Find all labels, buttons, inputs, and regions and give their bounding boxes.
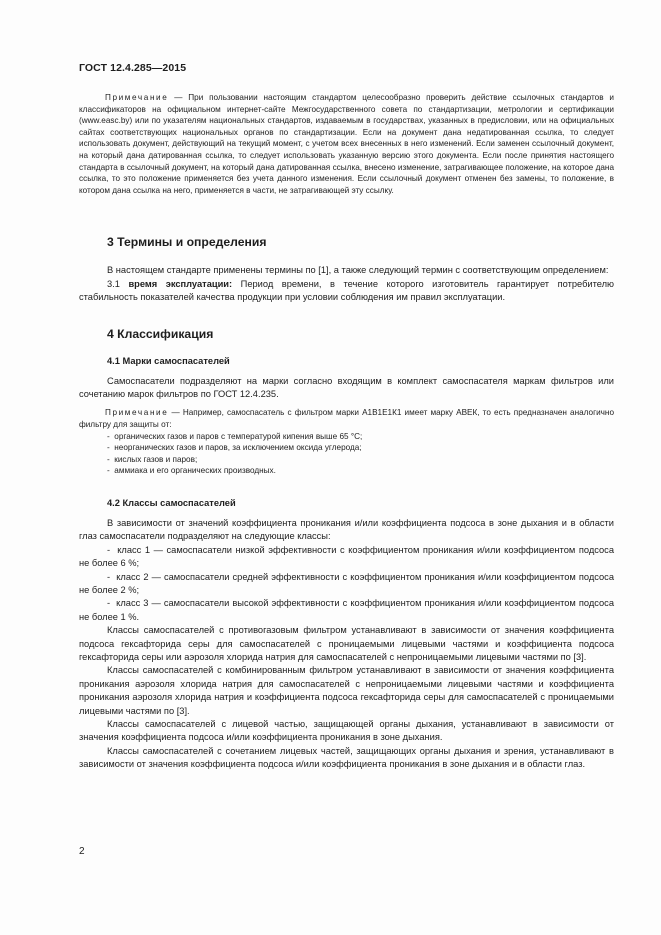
subnote-list bbox=[79, 431, 614, 477]
note-label: Примечание bbox=[105, 93, 169, 102]
note-paragraph bbox=[79, 92, 614, 196]
section-3-title: 3 Термины и определения bbox=[107, 235, 267, 250]
list-item: - неорганических газов и паров, за исключением оксида углерода; bbox=[107, 442, 614, 454]
class-item-text: класс 1 — самоспасатели низкой эффективности с коэффициентом проникания и/или коэффициентом подсоса не более 6 %; bbox=[79, 544, 615, 569]
term-name: время эксплуатации: bbox=[128, 278, 233, 289]
note-text: — При пользовании настоящим стандартом целесообразно проверить действие ссылочных стандартов и классификаторов на официальном интернет-сайте Межгосударственного совета по стандартизации, метрологии и сертификации (www.easc.by) или по указателям национальных стандартов, издаваемым в государствах, указанных в предисловии, или на официальных сайтах соответствующих национальных органов по стандартизации. Если на документ дана недатированная ссылка, то следует использовать документ, действующий на текущий момент, с учетом всех внесенных в него изменений. Если заменен ссылочный документ, на который дана датированная ссылка, то следует использовать указанную версию этого документа. Если после принятия настоящего стандарта в ссылочный документ, на который дана датированная ссылка, внесено изменение, затрагивающее положение, на которое дана ссылка, то это положение применяется без учета данного изменения. Если ссылочный документ отменен без замены, то положение, в котором дана ссылка на него, применяется в части, не затрагивающей эту ссылку. bbox=[79, 93, 614, 195]
subsection-4-2-title: 4.2 Классы самоспасателей bbox=[107, 497, 236, 508]
term-definition-text: Период времени, в течение которого изготовитель гарантирует потребителю стабильность показателей качества продукции при условии соблюдения им правил эксплуатации. bbox=[79, 278, 614, 303]
class-item: - класс 2 — самоспасатели средней эффективности с коэффициентом проникания и/или коэффициентом подсоса не более 2 %; bbox=[79, 571, 614, 595]
list-item: - аммиака и его органических производных. bbox=[107, 465, 614, 477]
subsection-4-1-paragraph: Самоспасатели подразделяют на марки согласно входящим в комплект самоспасателя маркам фильтров или сочетанию марок фильтров по ГОСТ 12.4.235. bbox=[79, 375, 614, 399]
subnote-text: — Например, самоспасатель с фильтром марки А1В1Е1К1 имеет марку АВЕК, то есть предназначен аналогично фильтру для защиты от: bbox=[79, 408, 614, 429]
list-item: - кислых газов и паров; bbox=[107, 454, 614, 466]
term-definition bbox=[79, 278, 614, 305]
subnote-first-line bbox=[79, 407, 614, 430]
subsection-4-2-paragraph-5: Классы самоспасателей с сочетанием лицевых частей, защищающих органы дыхания и зрения, устанавливают в зависимости от значения коэффициента подсоса и/или коэффициента проникания в зоне дыхания и в области глаз. bbox=[79, 745, 614, 770]
document-body bbox=[79, 85, 614, 772]
class-item: - класс 1 — самоспасатели низкой эффективности с коэффициентом проникания и/или коэффициентом подсоса не более 6 %; bbox=[79, 544, 615, 569]
subsection-4-2-paragraph-1: В зависимости от значений коэффициента проникания и/или коэффициента подсоса в зоне дыхания и в области глаз самоспасатели подразделяют на следующие классы: bbox=[79, 517, 614, 542]
subsection-4-1-note bbox=[79, 407, 614, 477]
class-item-text: класс 2 — самоспасатели средней эффективности с коэффициентом проникания и/или коэффициентом подсоса не более 2 %; bbox=[79, 571, 614, 595]
subsection-4-2-paragraph-3: Классы самоспасателей с комбинированным фильтром устанавливают в зависимости от значения коэффициента проникания аэрозоля хлорида натрия для самоспасателей с непроницаемыми лицевыми частями и коэффициента проникания аэрозоля хлорида натрия и коэффициента подсоса гексафторида серы для самоспасателей с проницаемыми лицевыми частями по [3]. bbox=[79, 665, 614, 716]
section-4-title: 4 Классификация bbox=[107, 326, 214, 341]
subsection-4-2-paragraph-2: Классы самоспасателей с противогазовым фильтром устанавливают в зависимости от значения коэффициента подсоса гексафторида серы для самоспасателей с проницаемыми лицевыми частями и коэффициента подсоса гексафторида серы или аэрозоля хлорида натрия для самоспасателей с непроницаемыми лицевыми частями по [3]. bbox=[79, 625, 614, 662]
class-item-text: класс 3 — самоспасатели высокой эффективности с коэффициентом проникания и/или коэффициентом подсоса не более 1 %. bbox=[79, 598, 614, 622]
page-number: 2 bbox=[79, 846, 85, 857]
document-header: ГОСТ 12.4.285—2015 bbox=[79, 62, 187, 74]
subnote-label: Примечание bbox=[105, 408, 169, 418]
section-3-intro: В настоящем стандарте применены термины по [1], а также следующий термин с соответствующим определением: bbox=[107, 265, 609, 276]
subsection-4-1-title: 4.1 Марки самоспасателей bbox=[107, 355, 230, 366]
list-item: - органических газов и паров с температурой кипения выше 65 °С; bbox=[107, 431, 614, 443]
class-item: - класс 3 — самоспасатели высокой эффективности с коэффициентом проникания и/или коэффициентом подсоса не более 1 %. bbox=[79, 598, 614, 622]
term-number: 3.1 bbox=[107, 278, 129, 289]
subsection-4-2-paragraph-4: Классы самоспасателей с лицевой частью, защищающей органы дыхания, устанавливают в зависимости от значения коэффициента подсоса и/или коэффициента проникания в зоне дыхания. bbox=[79, 719, 614, 743]
